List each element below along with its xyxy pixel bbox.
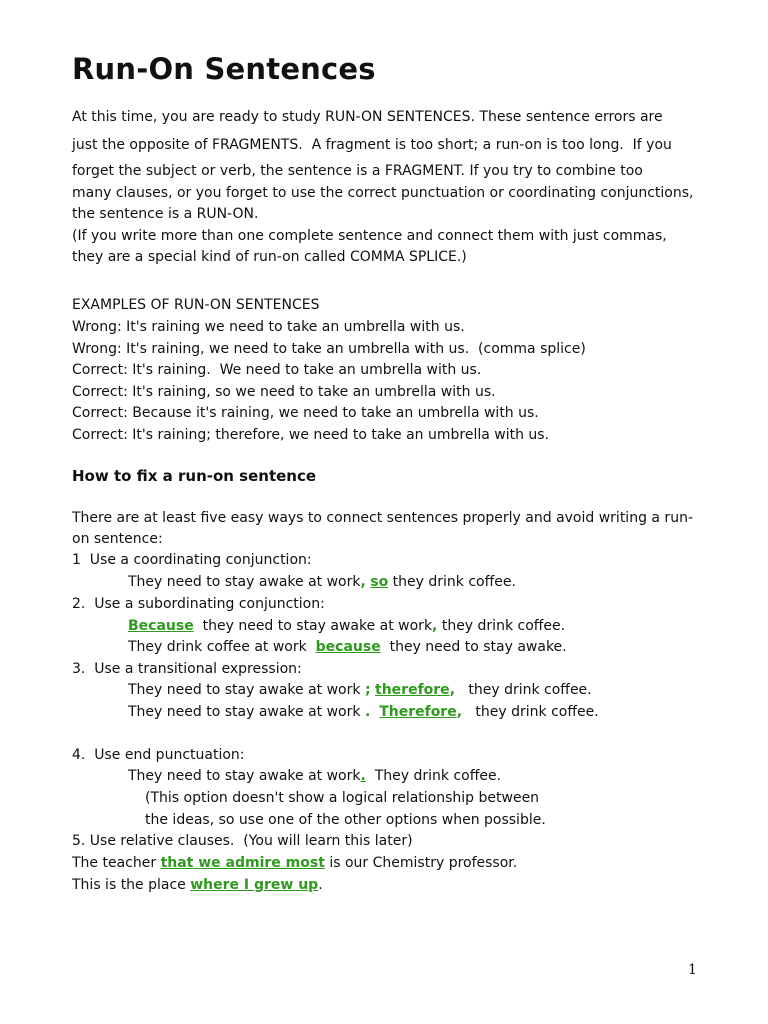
method-example bbox=[128, 573, 516, 591]
highlight-conjunction: Because bbox=[128, 618, 194, 634]
highlight-conjunction: because bbox=[315, 639, 381, 655]
highlight-transition: Therefore bbox=[379, 704, 457, 720]
example-text: They need to stay awake at work bbox=[128, 704, 365, 720]
method-example bbox=[128, 638, 567, 656]
method-example bbox=[128, 767, 501, 785]
highlight-relative-clause: that we admire most bbox=[160, 855, 325, 871]
fix-intro-line: on sentence: bbox=[72, 531, 163, 547]
example-text: They drink coffee. bbox=[365, 768, 502, 784]
example-line: Correct: Because it's raining, we need to take an umbrella with us. bbox=[72, 405, 539, 421]
method-example bbox=[128, 617, 565, 635]
example-text: The teacher bbox=[72, 855, 161, 871]
example-text: They need to stay awake at work bbox=[128, 768, 361, 784]
example-text: they drink coffee. bbox=[388, 574, 516, 590]
highlight-punct: , bbox=[432, 618, 438, 634]
page-number: 1 bbox=[688, 962, 697, 978]
example-line: Correct: It's raining, so we need to take an umbrella with us. bbox=[72, 384, 496, 400]
example-line: Correct: It's raining; therefore, we need to take an umbrella with us. bbox=[72, 427, 550, 443]
note-line: the ideas, so use one of the other options when possible. bbox=[145, 812, 546, 828]
example-text: They need to stay awake at work bbox=[128, 682, 365, 698]
example-text: they need to stay awake. bbox=[380, 639, 567, 655]
intro-line: (If you write more than one complete sentence and connect them with just commas, bbox=[72, 228, 667, 244]
example-text: is our Chemistry professor. bbox=[324, 855, 518, 871]
section-heading: How to fix a run-on sentence bbox=[72, 467, 317, 485]
method-label: 3. Use a transitional expression: bbox=[72, 661, 302, 677]
highlight-punct: . bbox=[360, 768, 366, 784]
method-example bbox=[72, 876, 323, 894]
method-label: 2. Use a subordinating conjunction: bbox=[72, 596, 325, 612]
intro-line: forget the subject or verb, the sentence is a FRAGMENT. If you try to combine too bbox=[72, 163, 643, 179]
example-line: Wrong: It's raining we need to take an umbrella with us. bbox=[72, 319, 465, 335]
method-label: 4. Use end punctuation: bbox=[72, 747, 245, 763]
method-example bbox=[128, 703, 599, 721]
method-label: 5. Use relative clauses. (You will learn this later) bbox=[72, 833, 413, 849]
highlight-conjunction: so bbox=[370, 574, 389, 590]
fix-intro-line: There are at least five easy ways to connect sentences properly and avoid writing a run- bbox=[72, 510, 693, 526]
example-text: they drink coffee. bbox=[437, 618, 566, 634]
intro-line: just the opposite of FRAGMENTS. A fragment is too short; a run-on is too long. If you bbox=[72, 137, 672, 153]
highlight-punct: , bbox=[449, 682, 456, 698]
example-text: . bbox=[318, 877, 323, 893]
intro-line: the sentence is a RUN-ON. bbox=[72, 206, 259, 222]
intro-line: many clauses, or you forget to use the correct punctuation or coordinating conjunctions, bbox=[72, 185, 694, 201]
example-text: This is the place bbox=[72, 877, 191, 893]
intro-line: they are a special kind of run-on called COMMA SPLICE.) bbox=[72, 249, 467, 265]
highlight-transition: therefore bbox=[375, 682, 450, 698]
method-example bbox=[72, 854, 517, 872]
method-label: 1 Use a coordinating conjunction: bbox=[72, 552, 312, 568]
highlight-punct: . bbox=[364, 704, 371, 720]
highlight-punct: , bbox=[456, 704, 463, 720]
highlight-relative-clause: where I grew up bbox=[190, 877, 319, 893]
spacer-text bbox=[370, 704, 379, 720]
highlight-punct: ; bbox=[364, 682, 371, 698]
example-line: Wrong: It's raining, we need to take an umbrella with us. (comma splice) bbox=[72, 341, 586, 357]
example-text: they drink coffee. bbox=[462, 704, 599, 720]
example-text: they need to stay awake at work bbox=[193, 618, 433, 634]
intro-line: At this time, you are ready to study RUN-ON SENTENCES. These sentence errors are bbox=[72, 109, 663, 125]
highlight-punct: , bbox=[360, 574, 366, 590]
examples-heading: EXAMPLES OF RUN-ON SENTENCES bbox=[72, 297, 320, 313]
page-title: Run-On Sentences bbox=[72, 52, 376, 86]
example-text: They drink coffee at work bbox=[128, 639, 316, 655]
note-line: (This option doesn't show a logical relationship between bbox=[145, 790, 540, 806]
example-text: They need to stay awake at work bbox=[128, 574, 361, 590]
example-line: Correct: It's raining. We need to take an umbrella with us. bbox=[72, 362, 482, 378]
example-text: they drink coffee. bbox=[455, 682, 592, 698]
method-example bbox=[128, 681, 592, 699]
